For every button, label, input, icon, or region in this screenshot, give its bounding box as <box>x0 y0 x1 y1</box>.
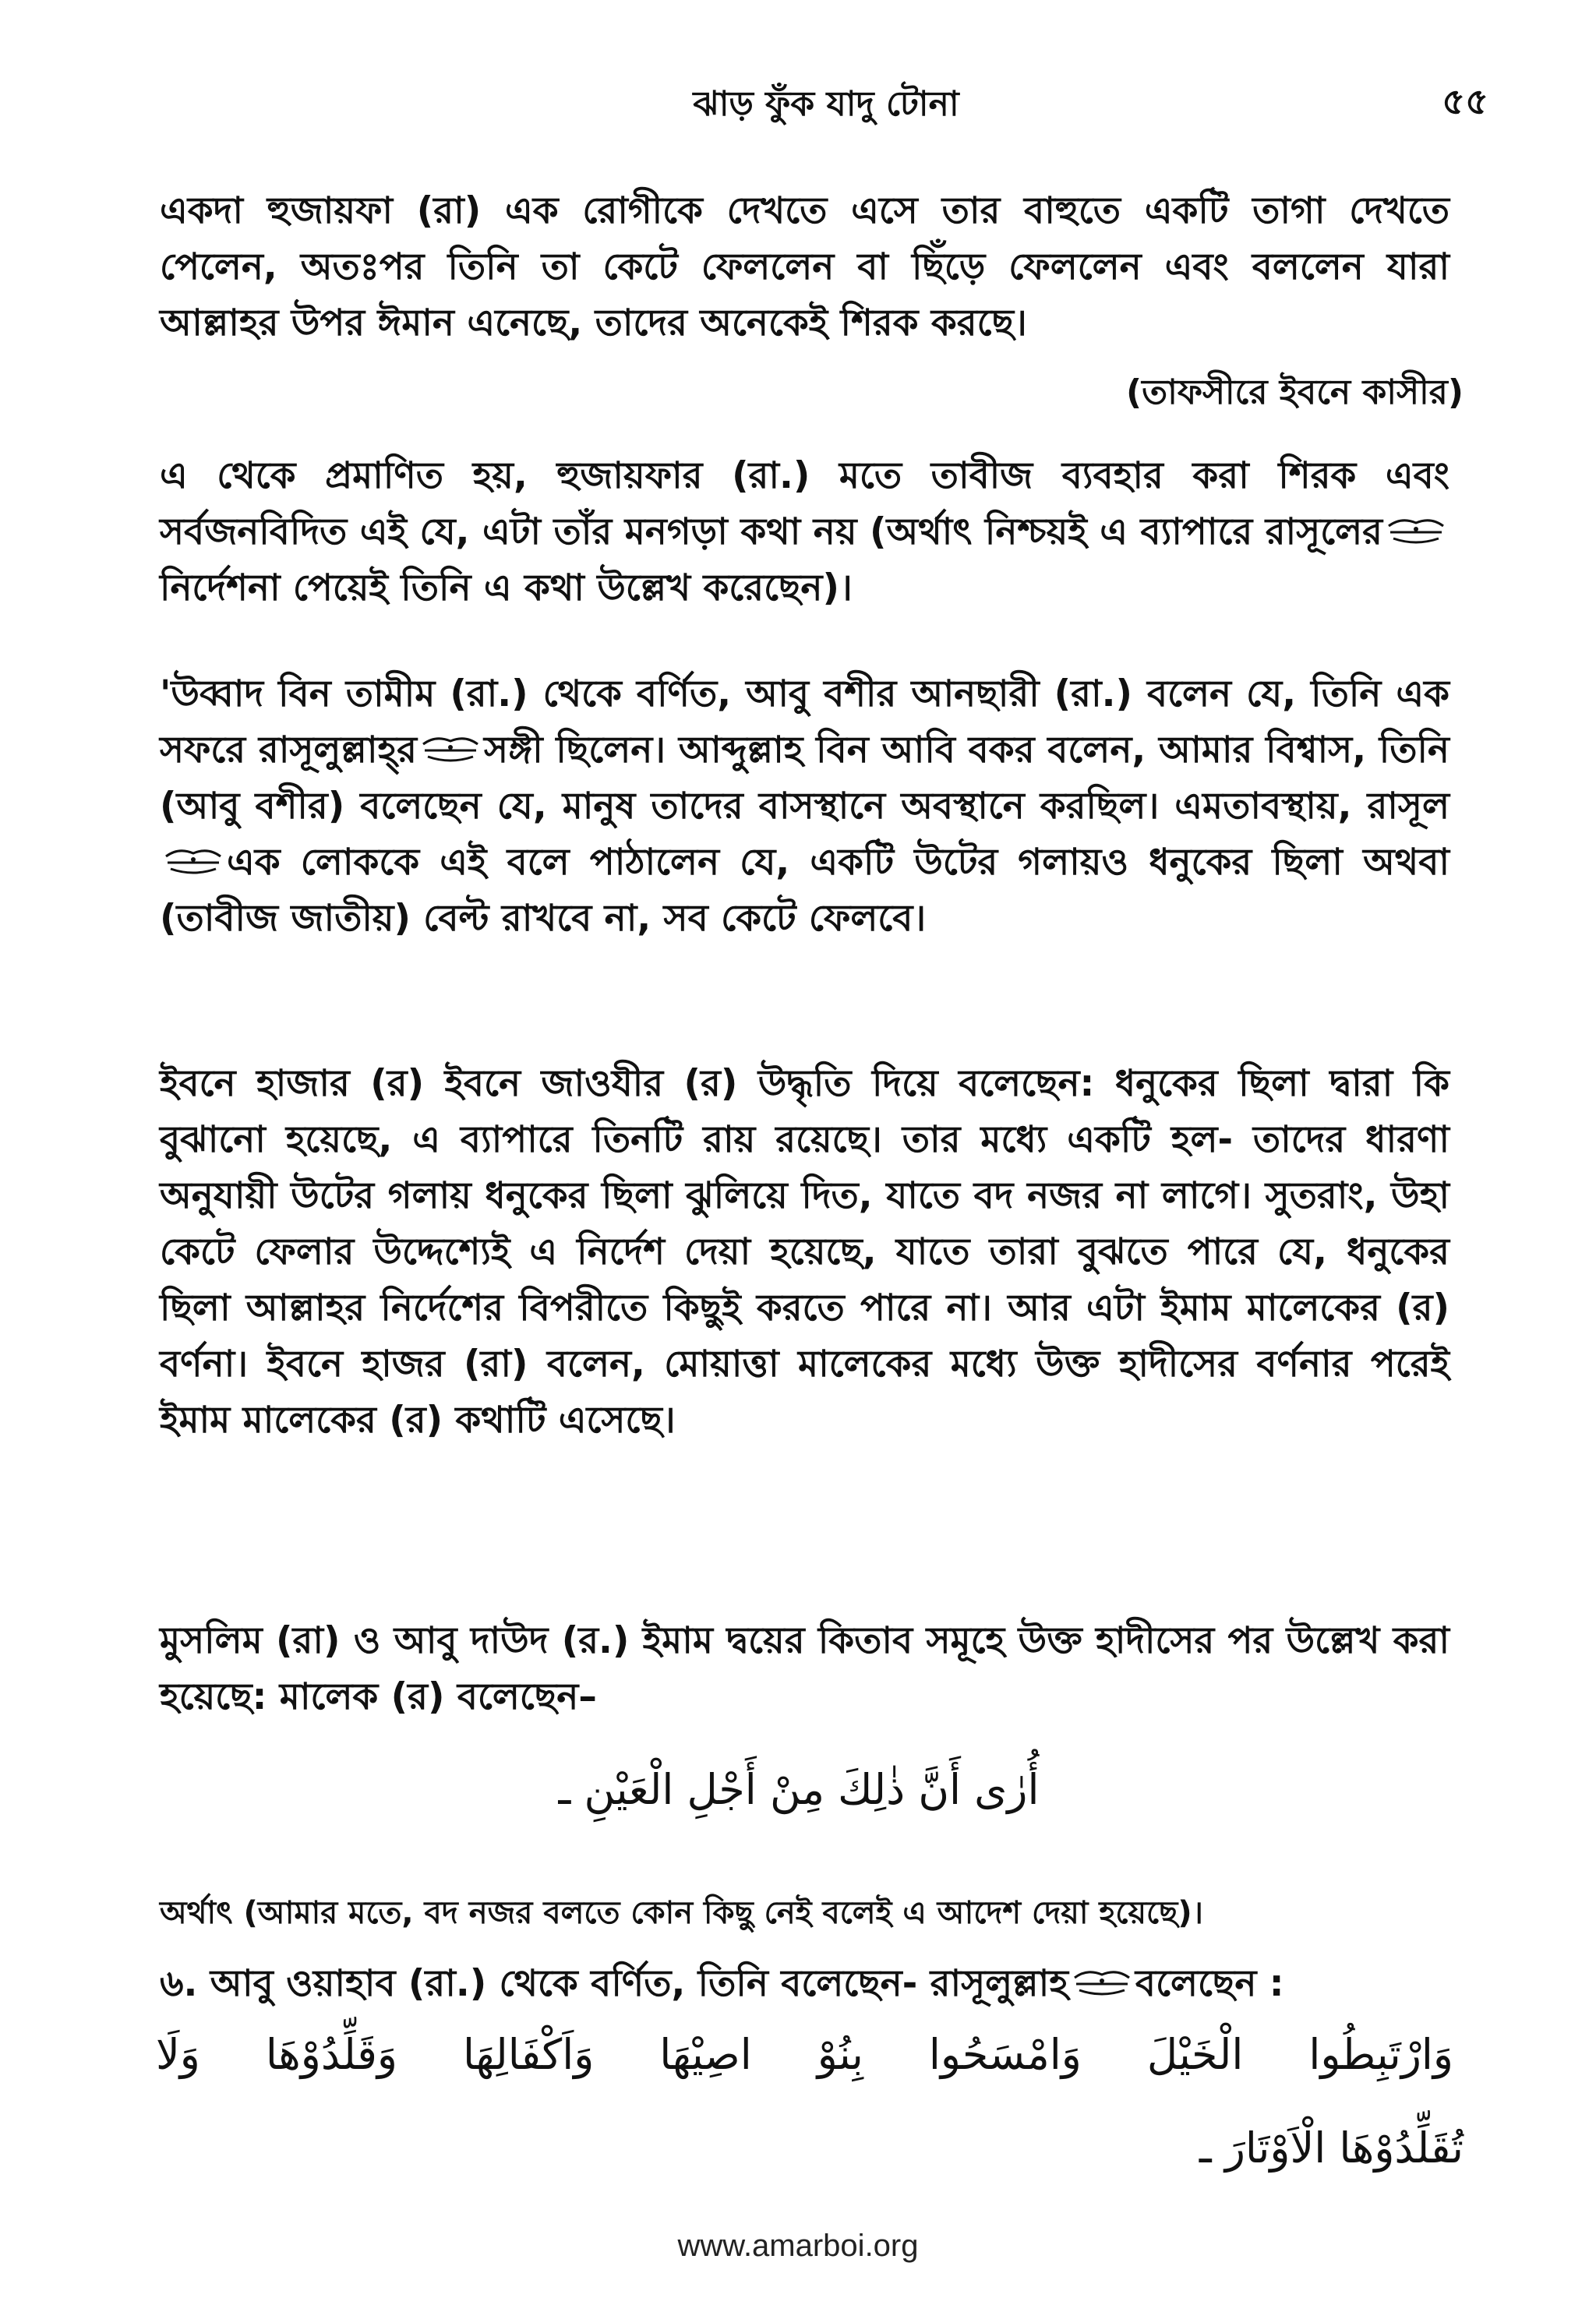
salawat-calligraphy-icon <box>163 845 224 875</box>
paragraph-3-part-c: এক লোককে এই বলে পাঠালেন যে, একটি উটের গলায়ও ধনুকের ছিলা অথবা (তাবীজ জাতীয়) বেল্ট রাখবে না, সব কেটে ফেলবে। <box>160 841 1449 940</box>
hadith-6-intro <box>160 1956 1449 2012</box>
hadith-6-part-b: বলেছেন : <box>1135 1962 1284 2005</box>
salawat-calligraphy-icon <box>1386 515 1446 545</box>
arabic-hadith-line-1: وَارْتَبِطُوا الْخَيْلَ وَامْسَحُوا بِنُوْ اصِيْهَا وَاَكْفَالِهَا وَقَلِّدُوْهَا وَلَا <box>156 2030 1453 2079</box>
salawat-calligraphy-icon <box>420 733 481 763</box>
paragraph-1: একদা হুজায়ফা (রা) এক রোগীকে দেখতে এসে তার বাহুতে একটি তাগা দেখতে পেলেন, অতঃপর তিনি তা কেটে ফেললেন বা ছিঁড়ে ফেললেন এবং বললেন যারা আল্লাহর উপর ঈমান এনেছে, তাদের অনেকেই শিরক করছে। <box>160 189 1449 344</box>
translation-line: অর্থাৎ (আমার মতে, বদ নজর বলতে কোন কিছু নেই বলেই এ আদেশ দেয়া হয়েছে)। <box>160 1895 1203 1931</box>
paragraph-4: ইবনে হাজার (র) ইবনে জাওযীর (র) উদ্ধৃতি দিয়ে বলেছেন: ধনুকের ছিলা দ্বারা কি বুঝানো হয়েছে, এ ব্যাপারে তিনটি রায় রয়েছে। তার মধ্যে একটি হল- তাদের ধারণা অনুযায়ী উটের গলায় ধনুকের ছিলা ঝুলিয়ে দিত, যাতে বদ নজর না লাগে। সুতরাং, উহা কেটে ফেলার উদ্দেশ্যেই এ নির্দেশ দেয়া হয়েছে, যাতে তারা বুঝতে পারে যে, ধনুকের ছিলা আল্লাহর নির্দেশের বিপরীতে কিছুই করতে পারে না। আর এটা ইমাম মালেকের (র) বর্ণনা। ইবনে হাজর (রা) বলেন, মোয়াত্তা মালেকের মধ্যে উক্ত হাদীসের বর্ণনার পরেই ইমাম মালেকের (র) কথাটি এসেছে। <box>160 1062 1449 1442</box>
salawat-calligraphy-icon <box>1072 1967 1132 1996</box>
page-number: ৫৫ <box>1442 80 1488 122</box>
paragraph-5: মুসলিম (রা) ও আবু দাউদ (র.) ইমাম দ্বয়ের কিতাব সমূহে উক্ত হাদীসের পর উল্লেখ করা হয়েছে: মালেক (র) বলেছেন– <box>160 1619 1449 1718</box>
citation-tafsir: (তাফসীরে ইবনে কাসীর) <box>1125 372 1464 412</box>
arabic-hadith-line-2: تُقَلِّدُوْهَا الْاَوْتَارَ ـ <box>1199 2123 1464 2173</box>
running-title: ঝাড় ফুঁক যাদু টোনা <box>693 84 959 124</box>
paragraph-2-part-b: নির্দেশনা পেয়েই তিনি এ কথা উল্লেখ করেছেন)। <box>160 567 853 609</box>
hadith-6-part-a: ৬. আবু ওয়াহাব (রা.) থেকে বর্ণিত, তিনি বলেছেন- রাসূলুল্লাহ <box>160 1962 1068 2005</box>
paragraph-2 <box>160 448 1449 616</box>
footer-url: www.amarboi.org <box>677 2229 919 2263</box>
paragraph-3-part-a: 'উব্বাদ বিন তামীম (রা.) থেকে বর্ণিত, আবু বশীর আনছারী (রা.) বলেন যে, তিনি এক সফরে রাসূলুল্লাহ্‌র <box>160 672 1449 771</box>
paragraph-3-part-b: সঙ্গী ছিলেন। আব্দুল্লাহ বিন আবি বকর বলেন, আমার বিশ্বাস, তিনি (আবু বশীর) বলেছেন যে, মানুষ তাদের বাসস্থানে অবস্থানে করছিল। এমতাবস্থায়, রাসূল <box>160 729 1449 828</box>
paragraph-3 <box>160 666 1449 947</box>
page-header <box>164 61 1488 131</box>
paragraph-2-part-a: এ থেকে প্রমাণিত হয়, হুজায়ফার (রা.) মতে তাবীজ ব্যবহার করা শিরক এবং সর্বজনবিদিত এই যে, এটা তাঁর মনগড়া কথা নয় (অর্থাৎ নিশ্চয়ই এ ব্যাপারে রাসূলের <box>160 454 1449 553</box>
arabic-quote-1: أُرٰى أَنَّ ذٰلِكَ مِنْ أَجْلِ الْعَيْنِ ـ <box>558 1765 1040 1814</box>
